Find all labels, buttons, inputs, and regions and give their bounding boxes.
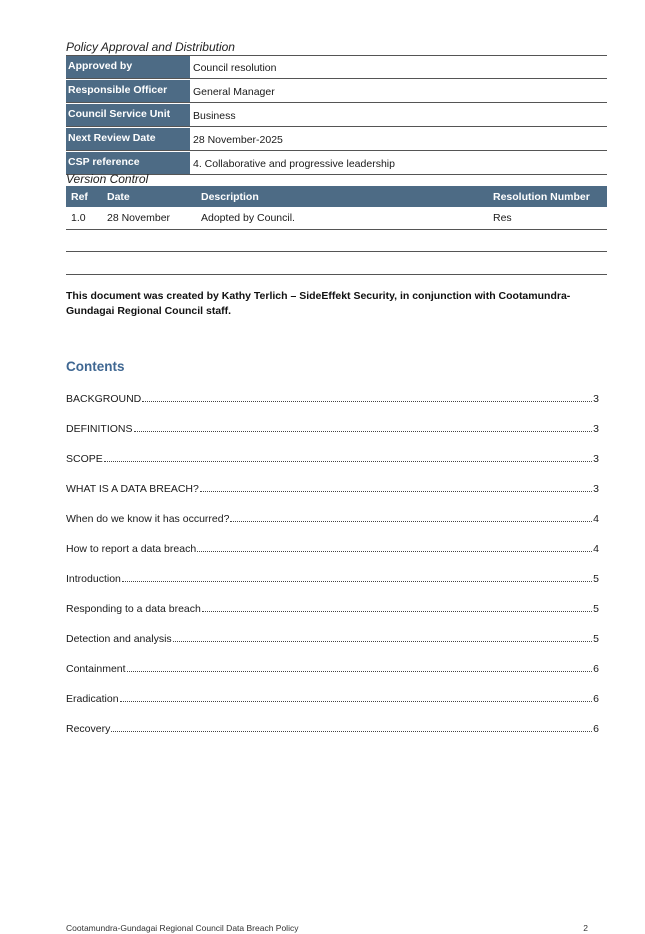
- toc-leader: [134, 430, 593, 432]
- toc-leader: [197, 550, 592, 552]
- toc-entry-title: WHAT IS A DATA BREACH?: [66, 483, 199, 495]
- footer-page-number: 2: [583, 923, 588, 933]
- toc-entry-title: SCOPE: [66, 453, 103, 465]
- toc-entry-page: 5: [593, 573, 599, 585]
- created-note: This document was created by Kathy Terlich – SideEffekt Security, in conjunction with Cootamundra-Gundagai Regional Council staff.: [66, 290, 571, 317]
- cell-resolution: Res: [493, 212, 512, 224]
- version-blank-row: [66, 274, 607, 275]
- toc-leader: [111, 730, 592, 732]
- approval-label: CSP reference: [66, 152, 190, 174]
- toc-leader: [104, 460, 592, 462]
- approval-row: [66, 80, 607, 103]
- approval-caption: Policy Approval and Distribution: [66, 40, 235, 54]
- approval-value: 4. Collaborative and progressive leadership: [193, 158, 395, 170]
- cell-date: 28 November: [107, 212, 171, 224]
- toc-entry-page: 3: [593, 453, 599, 465]
- toc-entry[interactable]: [66, 603, 599, 633]
- approval-row: [66, 128, 607, 151]
- toc-entry-title: When do we know it has occurred?: [66, 513, 230, 525]
- header-date: Date: [107, 190, 130, 203]
- approval-table: [66, 55, 607, 176]
- toc-leader: [127, 670, 593, 672]
- version-table: [66, 186, 607, 230]
- approval-value: 28 November-2025: [193, 134, 283, 146]
- toc-entry-page: 4: [593, 513, 599, 525]
- toc-leader: [122, 580, 592, 582]
- page-footer: [66, 923, 588, 933]
- toc-entry[interactable]: [66, 393, 599, 423]
- toc-entry-page: 3: [593, 483, 599, 495]
- toc-entry-page: 6: [593, 693, 599, 705]
- contents-heading: Contents: [66, 359, 125, 374]
- toc-entry-page: 6: [593, 663, 599, 675]
- header-description: Description: [201, 190, 259, 203]
- toc-entry-title: Introduction: [66, 573, 121, 585]
- approval-label: Council Service Unit: [66, 104, 190, 126]
- toc-leader: [173, 640, 593, 642]
- cell-description: Adopted by Council.: [201, 212, 295, 224]
- toc-entry[interactable]: [66, 723, 599, 753]
- approval-row: [66, 104, 607, 127]
- toc-entry-title: DEFINITIONS: [66, 423, 133, 435]
- toc-entry-page: 3: [593, 393, 599, 405]
- approval-value: Council resolution: [193, 62, 277, 74]
- toc-entry-title: BACKGROUND: [66, 393, 142, 405]
- toc-leader: [230, 520, 592, 522]
- toc-entry-title: Detection and analysis: [66, 633, 172, 645]
- toc-entry[interactable]: [66, 663, 599, 693]
- toc-entry[interactable]: [66, 423, 599, 453]
- table-of-contents: [66, 393, 599, 753]
- toc-entry-title: Containment: [66, 663, 126, 675]
- toc-entry[interactable]: [66, 543, 599, 573]
- toc-entry-page: 5: [593, 633, 599, 645]
- version-blank-row: [66, 251, 607, 252]
- toc-entry-title: Responding to a data breach: [66, 603, 201, 615]
- toc-leader: [202, 610, 592, 612]
- approval-value: Business: [193, 110, 236, 122]
- toc-entry-title: Recovery: [66, 723, 111, 735]
- toc-entry[interactable]: [66, 573, 599, 603]
- toc-leader: [120, 700, 593, 702]
- toc-leader: [200, 490, 592, 492]
- footer-document-title: Cootamundra-Gundagai Regional Council Data Breach Policy: [66, 923, 299, 933]
- header-resolution: Resolution Number: [493, 190, 590, 203]
- toc-entry-page: 6: [593, 723, 599, 735]
- toc-entry[interactable]: [66, 483, 599, 513]
- toc-entry[interactable]: [66, 693, 599, 723]
- toc-entry-page: 4: [593, 543, 599, 555]
- cell-ref: 1.0: [71, 212, 86, 224]
- header-ref: Ref: [71, 190, 88, 203]
- approval-label: Next Review Date: [66, 128, 190, 150]
- approval-row: [66, 56, 607, 79]
- toc-entry[interactable]: [66, 453, 599, 483]
- toc-leader: [142, 400, 592, 402]
- toc-entry-title: How to report a data breach: [66, 543, 197, 555]
- toc-entry-title: Eradication: [66, 693, 119, 705]
- approval-label: Approved by: [66, 56, 190, 78]
- toc-entry-page: 3: [593, 423, 599, 435]
- approval-label: Responsible Officer: [66, 80, 190, 102]
- toc-entry[interactable]: [66, 633, 599, 663]
- version-caption: Version Control: [66, 172, 149, 186]
- version-header-row: [66, 186, 607, 207]
- toc-entry[interactable]: [66, 513, 599, 543]
- version-row: [66, 207, 607, 230]
- approval-value: General Manager: [193, 86, 275, 98]
- toc-entry-page: 5: [593, 603, 599, 615]
